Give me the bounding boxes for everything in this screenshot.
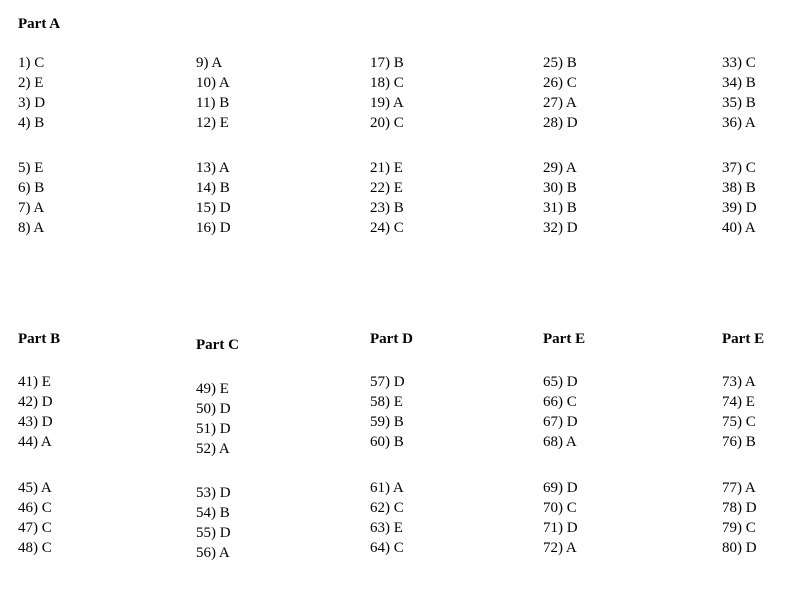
answer-item: 23) B (370, 200, 404, 216)
answer-item: 72) A (543, 540, 577, 556)
answer-block (370, 158, 404, 238)
answer-item: 15) D (196, 200, 231, 216)
answer-item: 33) C (722, 55, 756, 71)
answer-item: 37) C (722, 160, 756, 176)
answer-item: 34) B (722, 75, 756, 91)
answer-item: 2) E (18, 75, 44, 91)
answer-item: 36) A (722, 115, 756, 131)
answer-item: 48) C (18, 540, 52, 556)
answer-block (722, 372, 756, 452)
answer-item: 80) D (722, 540, 757, 556)
answer-item: 3) D (18, 95, 46, 111)
answer-block (370, 53, 404, 133)
answer-item: 63) E (370, 520, 403, 536)
answer-item: 4) B (18, 115, 45, 131)
answer-item: 53) D (196, 485, 231, 501)
answer-block (543, 372, 578, 452)
answer-block (196, 483, 231, 563)
section-heading-part-c: Part C (196, 337, 239, 353)
answer-item: 9) A (196, 55, 223, 71)
answer-item: 11) B (196, 95, 230, 111)
answer-block (18, 372, 53, 452)
answer-item: 58) E (370, 394, 403, 410)
answer-block (722, 478, 757, 558)
answer-item: 62) C (370, 500, 404, 516)
answer-block (18, 478, 52, 558)
answer-item: 44) A (18, 434, 52, 450)
answer-item: 1) C (18, 55, 45, 71)
answer-item: 67) D (543, 414, 578, 430)
answer-item: 41) E (18, 374, 51, 390)
answer-item: 59) B (370, 414, 404, 430)
answer-item: 30) B (543, 180, 577, 196)
answer-item: 6) B (18, 180, 45, 196)
answer-item: 75) C (722, 414, 756, 430)
answer-item: 20) C (370, 115, 404, 131)
answer-item: 64) C (370, 540, 404, 556)
answer-item: 19) A (370, 95, 404, 111)
answer-item: 79) C (722, 520, 756, 536)
answer-item: 29) A (543, 160, 577, 176)
answer-item: 13) A (196, 160, 230, 176)
answer-item: 61) A (370, 480, 404, 496)
answer-item: 16) D (196, 220, 231, 236)
answer-item: 8) A (18, 220, 45, 236)
answer-item: 18) C (370, 75, 404, 91)
answer-item: 54) B (196, 505, 230, 521)
answer-item: 24) C (370, 220, 404, 236)
answer-item: 42) D (18, 394, 53, 410)
answer-item: 27) A (543, 95, 577, 111)
answer-item: 22) E (370, 180, 403, 196)
answer-item: 43) D (18, 414, 53, 430)
answer-item: 40) A (722, 220, 756, 236)
answer-block (18, 53, 45, 133)
answer-block (722, 53, 756, 133)
answer-item: 50) D (196, 401, 231, 417)
answer-item: 39) D (722, 200, 757, 216)
answer-item: 60) B (370, 434, 404, 450)
answer-block (543, 53, 578, 133)
answer-item: 73) A (722, 374, 756, 390)
answer-item: 57) D (370, 374, 405, 390)
answer-item: 25) B (543, 55, 577, 71)
answer-item: 55) D (196, 525, 231, 541)
answer-item: 76) B (722, 434, 756, 450)
answer-item: 35) B (722, 95, 756, 111)
answer-block (543, 478, 578, 558)
section-heading-part-a: Part A (18, 16, 61, 32)
answer-item: 38) B (722, 180, 756, 196)
answer-item: 65) D (543, 374, 578, 390)
answer-item: 70) C (543, 500, 577, 516)
answer-item: 51) D (196, 421, 231, 437)
answer-item: 71) D (543, 520, 578, 536)
answer-block (370, 478, 404, 558)
answer-item: 66) C (543, 394, 577, 410)
answer-block (543, 158, 578, 238)
answer-item: 14) B (196, 180, 230, 196)
section-heading-part-e-2: Part E (722, 331, 765, 347)
answer-item: 45) A (18, 480, 52, 496)
answer-item: 46) C (18, 500, 52, 516)
answer-block (370, 372, 405, 452)
answer-item: 17) B (370, 55, 404, 71)
answer-item: 78) D (722, 500, 757, 516)
answer-item: 10) A (196, 75, 230, 91)
answer-item: 52) A (196, 441, 230, 457)
answer-item: 47) C (18, 520, 52, 536)
section-heading-part-b: Part B (18, 331, 61, 347)
section-heading-part-e-1: Part E (543, 331, 586, 347)
answer-item: 49) E (196, 381, 229, 397)
answer-item: 68) A (543, 434, 577, 450)
answer-block (196, 53, 230, 133)
answer-block (196, 158, 231, 238)
answer-item: 7) A (18, 200, 45, 216)
answer-item: 5) E (18, 160, 44, 176)
answer-item: 74) E (722, 394, 755, 410)
answer-block (18, 158, 44, 238)
answer-item: 56) A (196, 545, 230, 561)
answer-item: 77) A (722, 480, 756, 496)
answer-item: 26) C (543, 75, 577, 91)
answer-item: 12) E (196, 115, 229, 131)
answer-item: 28) D (543, 115, 578, 131)
answer-item: 32) D (543, 220, 578, 236)
answer-block (722, 158, 757, 238)
section-heading-part-d: Part D (370, 331, 413, 347)
answer-item: 21) E (370, 160, 403, 176)
answer-item: 69) D (543, 480, 578, 496)
answer-item: 31) B (543, 200, 577, 216)
answer-block (196, 379, 231, 459)
